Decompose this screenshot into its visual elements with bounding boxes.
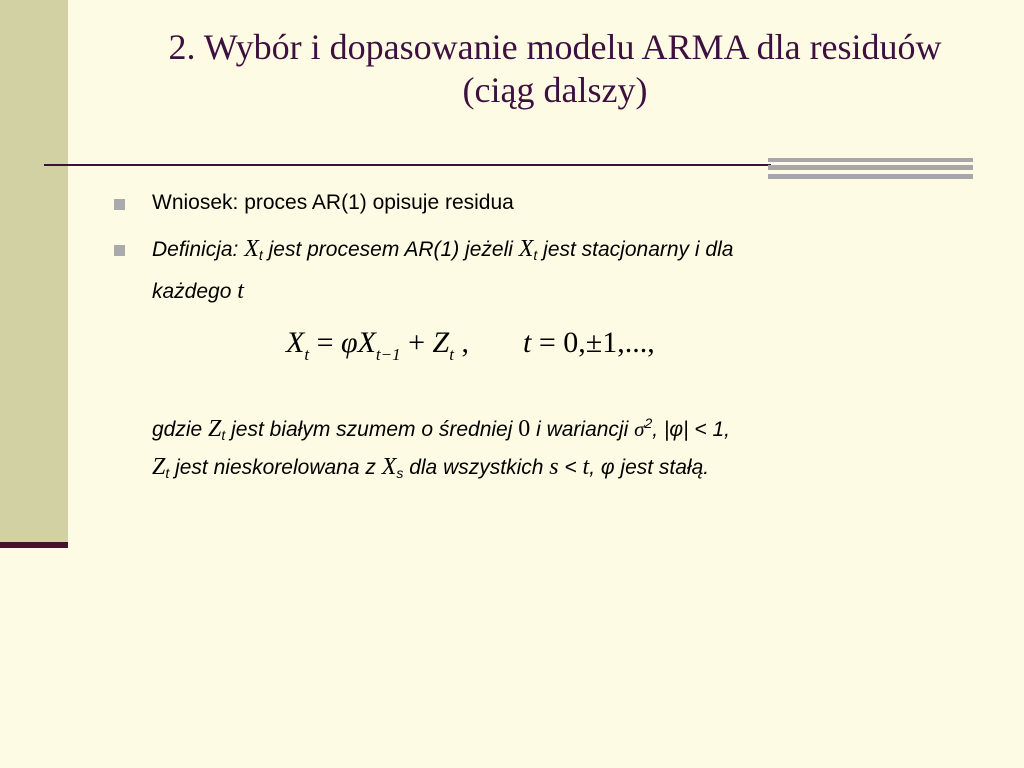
eq-z: Z — [432, 326, 450, 359]
sub-t: t — [258, 247, 263, 263]
eq-t: t — [522, 326, 532, 359]
left-decorative-strip — [0, 0, 68, 548]
note-sub-t: t — [165, 465, 170, 481]
title-line-2: (ciąg dalszy) — [462, 70, 648, 110]
note-line-2 — [152, 452, 709, 488]
ar1-equation — [286, 326, 655, 365]
definition-part2: jest stacjonarny i dla — [537, 238, 734, 261]
eq-z-sub: t — [449, 345, 454, 364]
note-sub-s: s — [396, 465, 404, 481]
divider-gray-bar-3 — [768, 174, 973, 179]
var-x: X — [244, 236, 259, 262]
note-line-1 — [152, 408, 730, 450]
note-text6: , φ jest stałą. — [589, 456, 710, 479]
eq-rhs-x-sub: t−1 — [375, 345, 401, 364]
note-sub-t: t — [221, 427, 226, 443]
divider-gray-bar-1 — [768, 158, 973, 162]
note-text1: jest białym szumem o średniej — [225, 418, 519, 441]
eq-comma: , — [453, 326, 469, 359]
eq-plus: + — [400, 326, 433, 359]
left-strip-accent-bar — [0, 542, 68, 548]
note-z: Z — [152, 454, 166, 480]
eq-lhs-sub: t — [304, 345, 310, 364]
note-gdzie: gdzie — [152, 418, 209, 441]
note-z: Z — [208, 416, 222, 442]
note-sigma: σ — [634, 417, 645, 441]
note-t: t — [582, 454, 590, 480]
bullet-1-text: Wniosek: proces AR(1) opisuje residua — [152, 191, 514, 214]
title-divider — [44, 164, 771, 166]
bullet-square-icon — [114, 245, 125, 256]
note-zero: 0 — [518, 416, 531, 442]
note-s: s — [549, 454, 559, 480]
note-lt: < — [558, 456, 583, 479]
eq-phi: φ — [340, 326, 358, 359]
bullet-2-text — [152, 234, 733, 270]
sub-t: t — [533, 247, 538, 263]
eq-lhs: X — [286, 326, 305, 359]
note-text3: , |φ| < 1, — [652, 418, 730, 441]
slide-title — [110, 26, 1000, 112]
title-line-1: 2. Wybór i dopasowanie modelu ARMA dla residuów — [168, 27, 942, 67]
definition-line2: każdego — [152, 280, 238, 303]
var-x: X — [518, 236, 534, 262]
note-text5: dla wszystkich — [403, 456, 550, 479]
note-text4: jest nieskorelowana z — [169, 456, 382, 479]
bullet-square-icon — [114, 199, 125, 210]
eq-sign: = — [309, 326, 341, 359]
definition-part1: jest procesem AR(1) jeżeli — [262, 238, 519, 261]
var-t: t — [237, 278, 244, 304]
note-text2: i wariancji — [530, 418, 635, 441]
divider-gray-bar-2 — [768, 165, 973, 170]
definition-label: Definicja: — [152, 238, 239, 261]
note-x: X — [381, 454, 397, 480]
eq-rhs-x: X — [357, 326, 376, 359]
note-sq: 2 — [644, 415, 653, 431]
bullet-2-line2 — [152, 276, 244, 307]
eq-range: = 0,±1,..., — [531, 326, 655, 359]
